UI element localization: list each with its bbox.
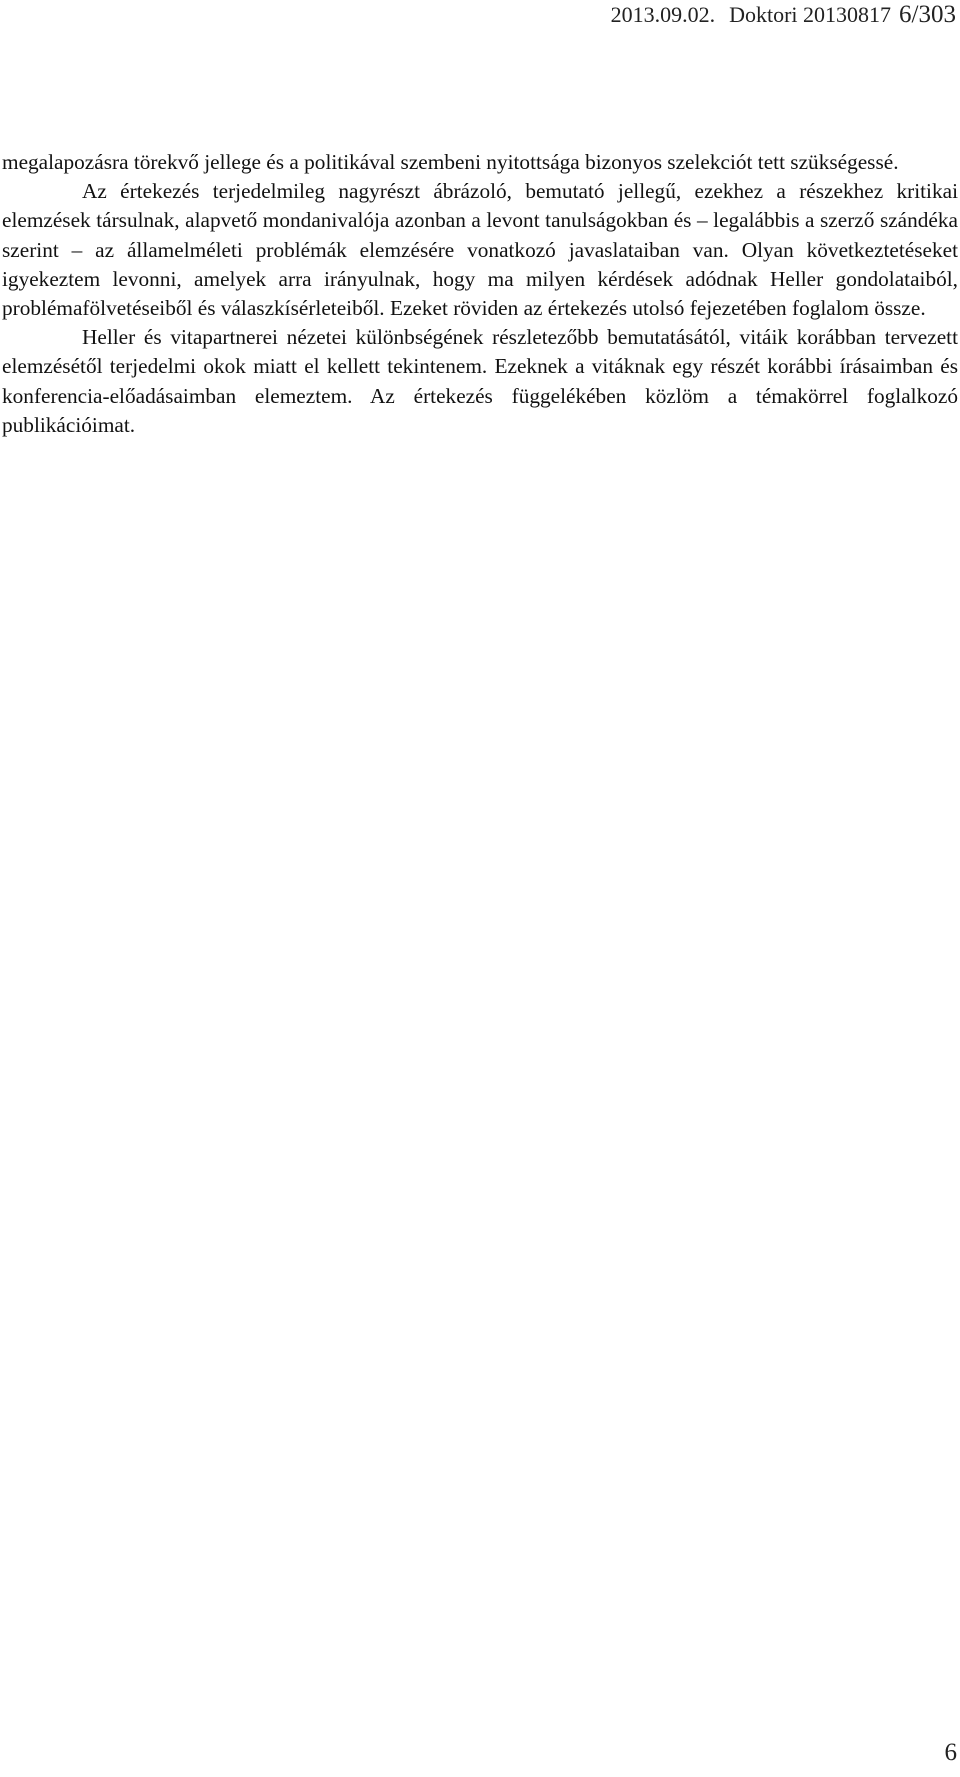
paragraph-2: Az értekezés terjedelmileg nagyrészt ábrázoló, bemutató jellegű, ezekhez a részekhez kritikai elemzések társulnak, alapvető mondanivalója azonban a levont tanulságokban és – legalábbis a szerző szándéka szerint – az államelméleti problémák elemzésére vonatkozó javaslataiban van. Olyan következtetéseket igyekeztem levonni, amelyek arra irányulnak, hogy ma milyen kérdések adódnak Heller gondolataiból, problémafölvetéseiből és válaszkísérleteiből. Ezeket röviden az értekezés utolsó fejezetében foglalom össze. xyxy=(2,179,958,321)
page-number: 6 xyxy=(944,1739,957,1766)
header-date: 2013.09.02. xyxy=(610,2,716,27)
paragraph-3: Heller és vitapartnerei nézetei különbségének részletezőbb bemutatásától, vitáik korábban tervezett elemzésétől terjedelmi okok miatt el kellett tekintenem. Ezeknek a vitáknak egy részét korábbi írásaimban és konferencia-előadásaimban elemeztem. Az értekezés függelékében közlöm a témakörrel foglalkozó publikációimat. xyxy=(2,325,958,437)
header-document-id: Doktori 20130817 xyxy=(729,2,892,27)
paragraph-1: megalapozásra törekvő jellege és a politikával szembeni nyitottsága bizonyos szelekciót tett szükségessé. xyxy=(2,150,899,174)
header-page-count: 6/303 xyxy=(899,1,956,28)
document-body xyxy=(2,148,958,440)
page-header xyxy=(611,2,956,28)
